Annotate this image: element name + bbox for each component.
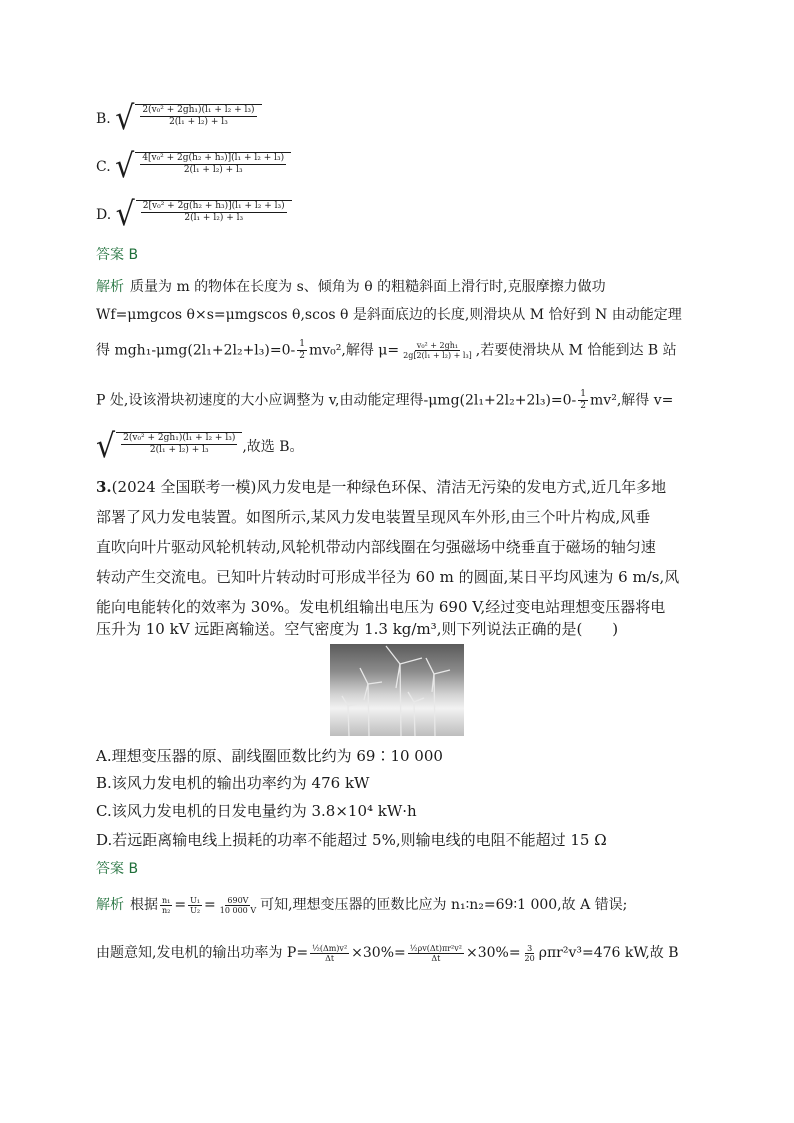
fraction-numerator: 2(v₀² + 2gh₁)(l₁ + l₂ + l₃) — [123, 433, 236, 443]
analysis-line: 解析 根据 $\frac{\text{n₁}}{\text{n₂}}$ = $\frac{\text{U₁}}{\text{U₂}}$ = $\frac{690V}{10 000 V}$ 可知,理想变压器的匝数比应为 n₁∶n₂=69∶1 000,故 A 错误; — [96, 895, 628, 915]
question-3-line: 转动产生交流电。已知叶片转动时可形成半径为 60 m 的圆面,某日平均风速为 6 m/s,风 — [96, 568, 680, 586]
analysis-line — [96, 339, 677, 362]
analysis-text: ×30%= — [351, 945, 406, 961]
question-3-line: 能向电能转化的效率为 30%。发电机组输出电压为 690 V,经过变电站理想变压器将电 — [96, 598, 666, 616]
radical: √ $\frac{\text{2(v₀² + 2gh₁)(l₁ + l₂ + l₃)}}{\text{2(l₁ + l₂) + l₃}}$ — [96, 432, 242, 462]
fraction-turns — [160, 896, 172, 915]
option-c: C.该风力发电机的日发电量约为 3.8×10⁴ kW·h — [96, 802, 417, 820]
analysis-line — [96, 427, 304, 466]
answer-label: 答案 B — [96, 861, 139, 877]
analysis-tag: 解析 — [96, 897, 124, 913]
radical: √ $\frac{\text{2[v₀² + 2g(h₂ + h₃)](l₁ + l₂ + l₃)}}{\text{2(l₁ + l₂) + l₃}}$ — [116, 200, 292, 230]
option-d — [96, 195, 292, 234]
question-3-line: 压升为 10 kV 远距离输送。空气密度为 1.3 kg/m³,则下列说法正确的是( ) — [96, 620, 619, 638]
fraction-numerator: 1 — [580, 389, 587, 399]
fraction-numerator: 4[v₀² + 2g(h₂ + h₃)](l₁ + l₂ + l₃) — [142, 153, 285, 163]
fraction-numerator: ½(Δm)v² — [312, 943, 348, 953]
fraction-numerator: 2(v₀² + 2gh₁)(l₁ + l₂ + l₃) — [142, 105, 255, 115]
analysis-line — [96, 277, 606, 297]
analysis-text: ,故选 B。 — [242, 439, 304, 455]
fraction-numerator: n₁ — [162, 895, 171, 905]
analysis-text: mv₀²,解得 μ= — [308, 342, 400, 359]
fraction-denominator: 2(l₁ + l₂) + l₃ — [183, 165, 243, 175]
fraction-denominator: Δt — [431, 953, 441, 963]
analysis-line: Wf=μmgcos θ×s=μmgscos θ,scos θ 是斜面底边的长度,则滑块从 M 恰好到 N 由动能定理 — [96, 307, 682, 323]
wind-turbine-photo — [330, 644, 464, 736]
analysis-text: 得 mgh₁-μmg(2l₁+2l₂+l₃)=0- — [96, 342, 296, 359]
analysis-text: 质量为 m 的物体在长度为 s、倾角为 θ 的粗糙斜面上滑行时,克服摩擦力做功 — [130, 279, 606, 295]
fraction-power-1 — [310, 944, 349, 963]
fraction-values — [218, 896, 258, 915]
question-3-line: 直吹向叶片驱动风轮机转动,风轮机带动内部线圈在匀强磁场中绕垂直于磁场的轴匀速 — [96, 538, 656, 556]
wind-turbine-illustration — [330, 644, 464, 736]
fraction-numerator: v₀² + 2gh₁ — [416, 341, 459, 350]
fraction-power-2 — [408, 944, 464, 963]
question-3-line: 部署了风力发电装置。如图所示,某风力发电装置呈现风车外形,由三个叶片构成,风垂 — [96, 508, 651, 526]
fraction-denominator: n₂ — [162, 905, 171, 915]
question-text: (2024 全国联考一模)风力发电是一种绿色环保、清洁无污染的发电方式,近几年多地 — [111, 478, 667, 496]
fraction-denominator: 20 — [524, 953, 535, 963]
option-label: D. — [96, 207, 112, 223]
fraction-numerator: 3 — [527, 943, 533, 953]
option-label: B. — [96, 111, 111, 127]
analysis-tag: 解析 — [96, 279, 124, 295]
fraction-denominator: 2g[2(l₁ + l₂) + l₃] — [403, 351, 472, 360]
option-d: D.若远距离输电线上损耗的功率不能超过 5%,则输电线的电阻不能超过 15 Ω — [96, 831, 607, 849]
option-b: B.该风力发电机的输出功率约为 476 kW — [96, 774, 370, 792]
fraction-half — [297, 339, 307, 362]
option-b — [96, 99, 262, 138]
analysis-text: ρπr²v³=476 kW,故 B — [538, 945, 679, 961]
analysis-line — [96, 389, 673, 412]
fraction-numerator: 1 — [299, 339, 305, 349]
fraction-numerator: ½ρv(Δt)πr²v² — [409, 943, 462, 953]
fraction-denominator: Δt — [325, 953, 335, 963]
fraction-numerator: U₁ — [190, 895, 201, 905]
radical: √ $\frac{\text{4[v₀² + 2g(h₂ + h₃)](l₁ + l₂ + l₃)}}{\text{2(l₁ + l₂) + l₃}}$ — [115, 152, 291, 182]
analysis-text: ×30%= — [465, 945, 521, 961]
fraction-denominator: 10 000 V — [219, 905, 257, 915]
fraction-denominator: 2 — [299, 351, 305, 361]
analysis-text: P 处,设该滑块初速度的大小应调整为 v,由动能定理得-μmg(2l₁+2l₂+2l₃)=0- — [96, 392, 577, 409]
fraction-denominator: U₂ — [190, 905, 201, 915]
radical: √ $\frac{\text{2(v₀² + 2gh₁)(l₁ + l₂ + l₃)}}{\text{2(l₁ + l₂) + l₃}}$ — [115, 104, 261, 134]
analysis-text: ,若要使滑块从 M 恰能到达 B 站 — [475, 342, 677, 359]
fraction-denominator: 2(l₁ + l₂) + l₃ — [149, 445, 209, 455]
fraction-half — [578, 389, 588, 412]
fraction-three-twentieths — [523, 944, 537, 963]
question-3-line — [96, 477, 666, 497]
analysis-line — [96, 943, 679, 963]
fraction-voltage — [188, 896, 202, 915]
analysis-text: 根据 — [130, 897, 158, 913]
analysis-text: 可知,理想变压器的匝数比应为 n₁∶n₂=69∶1 000,故 A 错误; — [260, 897, 628, 913]
analysis-text: 由题意知,发电机的输出功率为 P= — [96, 945, 309, 961]
fraction-denominator: 2(l₁ + l₂) + l₃ — [184, 213, 244, 223]
analysis-text: mv²,解得 v= — [590, 392, 674, 409]
question-number: 3. — [96, 478, 112, 496]
fraction-mu — [401, 341, 474, 360]
fraction-numerator: 2[v₀² + 2g(h₂ + h₃)](l₁ + l₂ + l₃) — [142, 201, 285, 211]
answer-label: 答案 B — [96, 247, 139, 263]
fraction-numerator: 690V — [227, 895, 249, 905]
option-a: A.理想变压器的原、副线圈匝数比约为 69∶10 000 — [96, 747, 443, 765]
fraction-denominator: 2(l₁ + l₂) + l₃ — [169, 117, 228, 127]
fraction-denominator: 2 — [580, 401, 587, 411]
option-c — [96, 147, 291, 186]
option-label: C. — [96, 159, 111, 175]
